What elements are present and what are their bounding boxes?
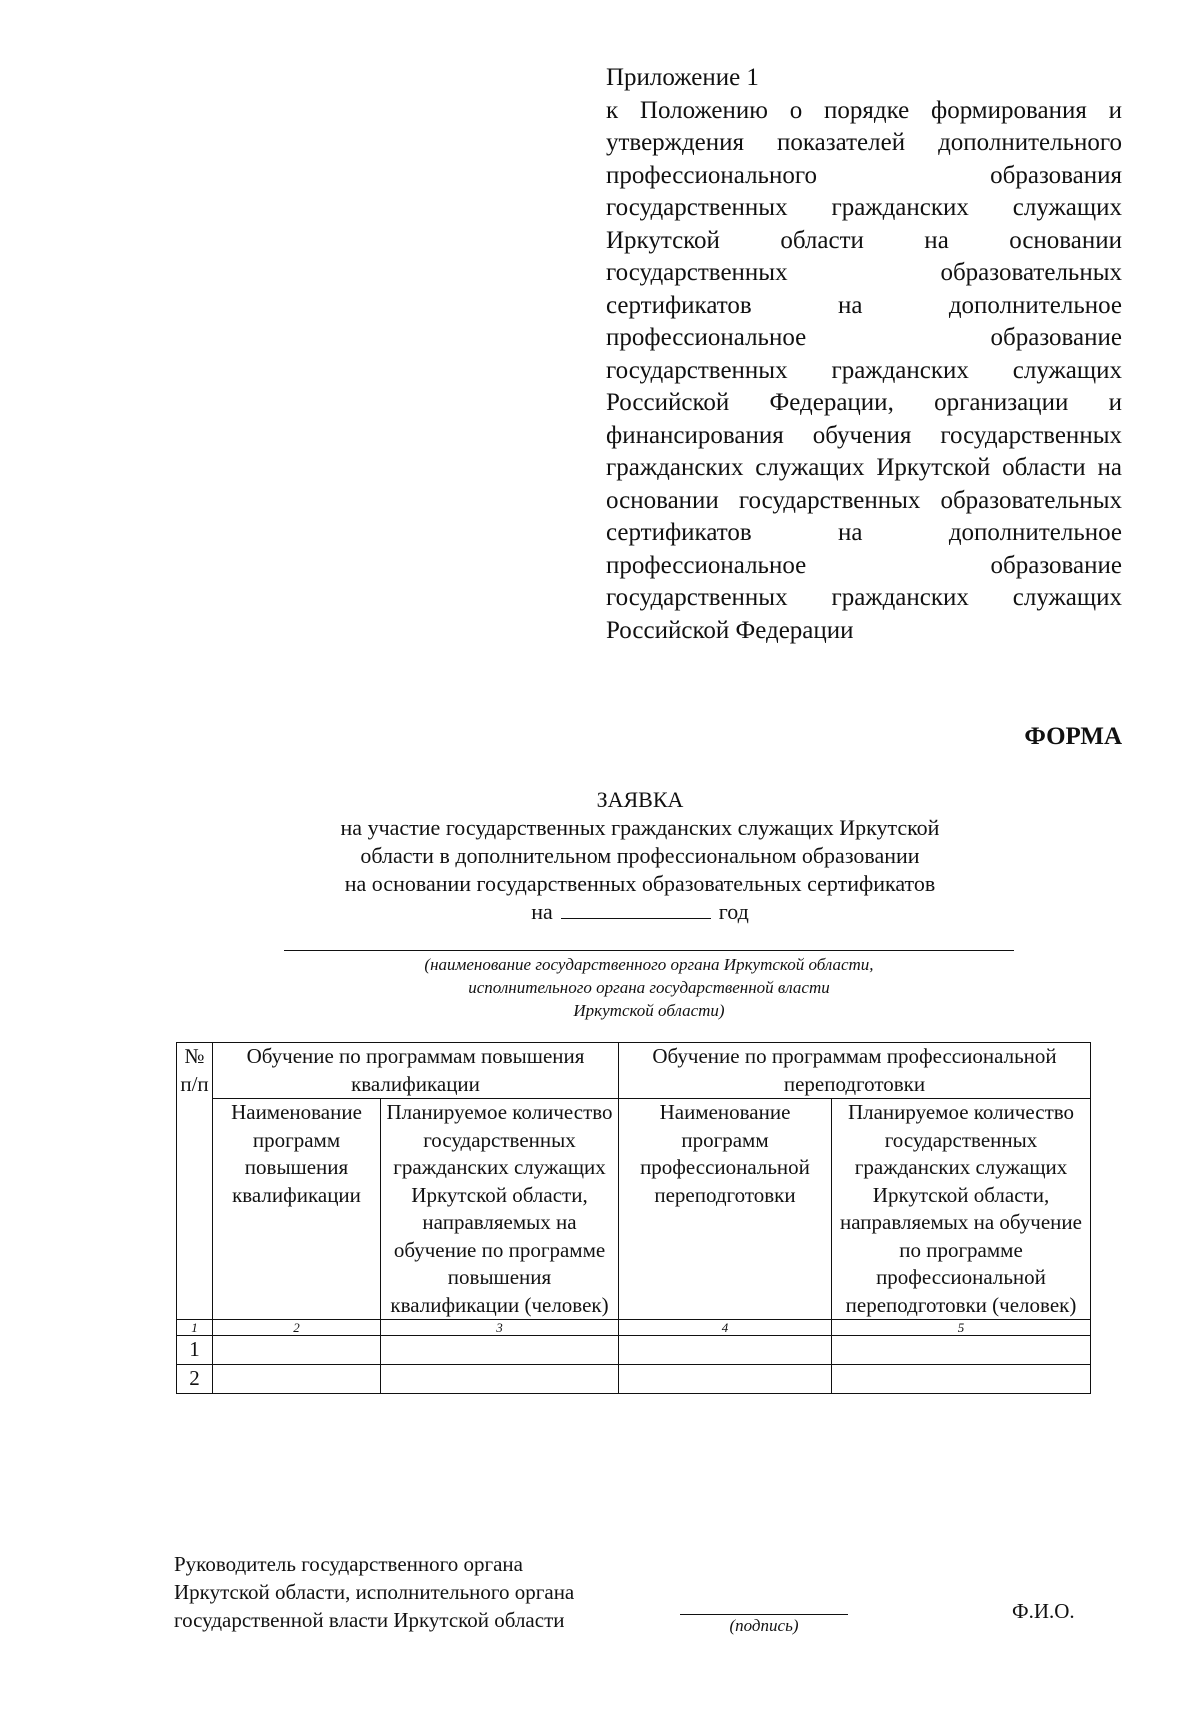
- year-blank-field[interactable]: [561, 898, 711, 919]
- heading-line-3: на основании государственных образовательных сертификатов: [344, 871, 936, 896]
- form-label: ФОРМА: [1024, 723, 1122, 750]
- heading-line-1: на участие государственных гражданских служащих Иркутской: [340, 815, 940, 840]
- column-number: 1: [177, 1320, 213, 1336]
- header-group-qualification: Обучение по программам повышения квалификации: [213, 1043, 619, 1099]
- table-cell[interactable]: [213, 1365, 381, 1394]
- header-row-number: № п/п: [177, 1043, 213, 1320]
- header-qualification-programs: Наименование программ повышения квалификации: [213, 1099, 381, 1320]
- org-caption-line-2: исполнительного органа государственной власти: [468, 978, 830, 997]
- table-row: [177, 1336, 1091, 1365]
- signer-line-2: Иркутской области, исполнительного органа: [174, 1580, 575, 1604]
- appendix-title: Приложение 1: [606, 64, 759, 91]
- row-number: 1: [177, 1336, 213, 1365]
- fio-label: Ф.И.О.: [1012, 1599, 1075, 1623]
- table-cell[interactable]: [381, 1336, 619, 1365]
- header-retraining-count: Планируемое количество государственных гражданских служащих Иркутской области, направляемых на обучение по программе профессиональной переподготовки (человек): [832, 1099, 1091, 1320]
- column-number: 3: [381, 1320, 619, 1336]
- heading-title: ЗАЯВКА: [596, 787, 684, 812]
- heading-line-2: области в дополнительном профессиональном образовании: [360, 843, 920, 868]
- column-number: 2: [213, 1320, 381, 1336]
- heading-year-line: [200, 898, 1080, 926]
- application-table: [176, 1042, 1091, 1394]
- year-suffix: год: [718, 899, 749, 924]
- org-name-caption: [284, 953, 1014, 1022]
- appendix-text: к Положению о порядке формирования и утверждения показателей дополнительного профессионального образования государственных гражданских служащих Иркутской области на основании государственных образовательных сертификатов на дополнительное профессиональное образование государственных гражданских служащих Российской Федерации, организации и финансирования обучения государственных гражданских служащих Иркутской области на основании государственных образовательных сертификатов на дополнительное профессиональное образование государственных гражданских служащих Российской Федерации: [606, 96, 1122, 644]
- signer-line-1: Руководитель государственного органа: [174, 1552, 523, 1576]
- table-row: [177, 1365, 1091, 1394]
- signer-line-3: государственной власти Иркутской области: [174, 1608, 565, 1632]
- header-qualification-count: Планируемое количество государственных гражданских служащих Иркутской области, направляемых на обучение по программе повышения квалификации (человек): [381, 1099, 619, 1320]
- org-caption-line-1: (наименование государственного органа Иркутской области,: [424, 955, 874, 974]
- org-name-blank-line[interactable]: [284, 950, 1014, 951]
- org-caption-line-3: Иркутской области): [573, 1001, 725, 1020]
- signature-blank-line[interactable]: [680, 1614, 848, 1615]
- table-cell[interactable]: [832, 1336, 1091, 1365]
- header-group-retraining: Обучение по программам профессиональной переподготовки: [619, 1043, 1091, 1099]
- application-heading: [200, 786, 1080, 926]
- table-cell[interactable]: [213, 1336, 381, 1365]
- signer-block: [174, 1550, 694, 1634]
- year-prefix: на: [531, 899, 553, 924]
- column-number: 4: [619, 1320, 832, 1336]
- table-cell[interactable]: [832, 1365, 1091, 1394]
- table-cell[interactable]: [381, 1365, 619, 1394]
- appendix-block: [606, 62, 1122, 647]
- table-cell[interactable]: [619, 1336, 832, 1365]
- signature-caption: (подпись): [729, 1616, 799, 1635]
- header-retraining-programs: Наименование программ профессиональной переподготовки: [619, 1099, 832, 1320]
- column-number: 5: [832, 1320, 1091, 1336]
- table-cell[interactable]: [619, 1365, 832, 1394]
- row-number: 2: [177, 1365, 213, 1394]
